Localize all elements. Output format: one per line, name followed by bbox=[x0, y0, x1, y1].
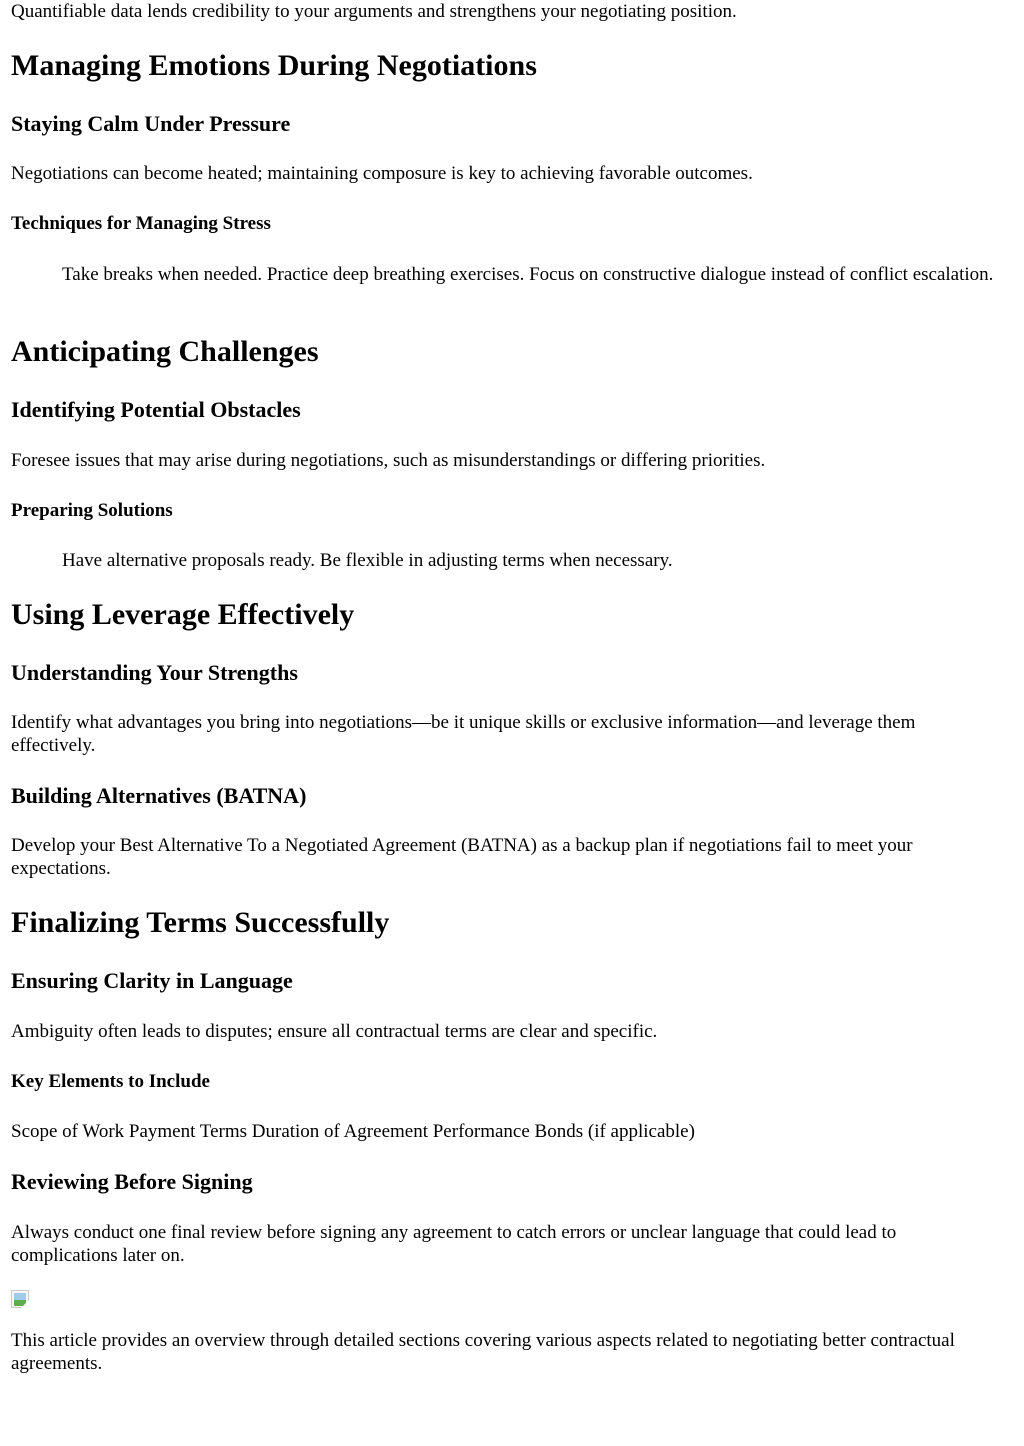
paragraph-staying-calm: Negotiations can become heated; maintaining composure is key to achieving favorable outcomes. bbox=[11, 163, 753, 184]
subheading-reviewing: Reviewing Before Signing bbox=[11, 1169, 253, 1194]
minor-heading-key-elements: Key Elements to Include bbox=[11, 1071, 210, 1092]
minor-heading-stress-techniques: Techniques for Managing Stress bbox=[11, 213, 271, 234]
subheading-staying-calm: Staying Calm Under Pressure bbox=[11, 111, 291, 136]
paragraph-strengths: Identify what advantages you bring into negotiations—be it unique skills or exclusive information—and leverage them effectively. bbox=[11, 712, 916, 756]
subheading-obstacles: Identifying Potential Obstacles bbox=[11, 397, 301, 422]
paragraph-obstacles: Foresee issues that may arise during negotiations, such as misunderstandings or differing priorities. bbox=[11, 450, 766, 471]
paragraph-clarity: Ambiguity often leads to disputes; ensure all contractual terms are clear and specific. bbox=[11, 1021, 658, 1042]
subheading-clarity: Ensuring Clarity in Language bbox=[11, 968, 293, 993]
paragraph-key-elements-list: Scope of Work Payment Terms Duration of Agreement Performance Bonds (if applicable) bbox=[11, 1121, 695, 1142]
minor-heading-solutions: Preparing Solutions bbox=[11, 500, 173, 521]
intro-paragraph: Quantifiable data lends credibility to your arguments and strengthens your negotiating position. bbox=[11, 1, 737, 22]
blockquote-solutions: Have alternative proposals ready. Be flexible in adjusting terms when necessary. bbox=[62, 550, 673, 571]
paragraph-reviewing: Always conduct one final review before signing any agreement to catch errors or unclear language that could lead to complications later on. bbox=[11, 1222, 897, 1266]
paragraph-batna: Develop your Best Alternative To a Negotiated Agreement (BATNA) as a backup plan if negotiations fail to meet your expectations. bbox=[11, 835, 913, 879]
section-heading-challenges: Anticipating Challenges bbox=[11, 335, 319, 368]
section-heading-leverage: Using Leverage Effectively bbox=[11, 598, 355, 631]
section-heading-emotions: Managing Emotions During Negotiations bbox=[11, 49, 537, 82]
subheading-batna: Building Alternatives (BATNA) bbox=[11, 783, 307, 808]
section-heading-finalizing: Finalizing Terms Successfully bbox=[11, 906, 390, 939]
blockquote-stress-techniques: Take breaks when needed. Practice deep breathing exercises. Focus on constructive dialogue instead of conflict escalation. bbox=[62, 264, 994, 285]
outro-paragraph: This article provides an overview through detailed sections covering various aspects related to negotiating better contractual agreements. bbox=[11, 1330, 955, 1374]
broken-image-icon bbox=[11, 1290, 29, 1308]
subheading-strengths: Understanding Your Strengths bbox=[11, 660, 298, 685]
article-image bbox=[11, 1290, 1001, 1313]
